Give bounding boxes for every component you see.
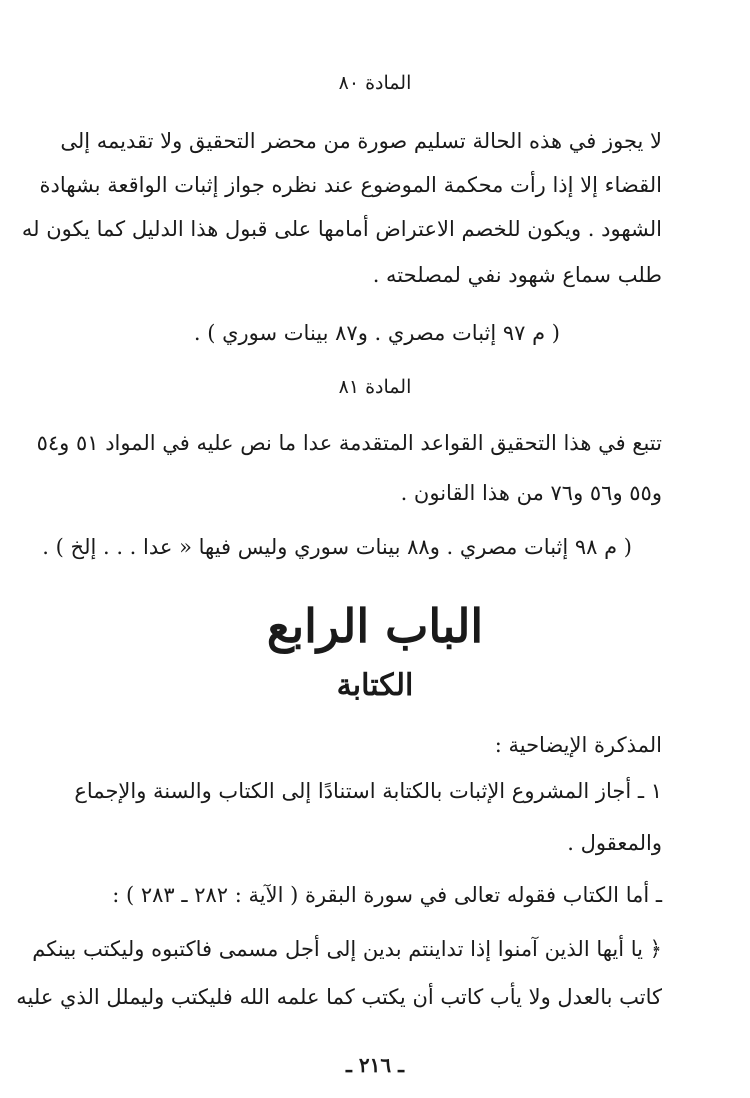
memo-point-1-line-2: والمعقول .: [567, 831, 662, 855]
memo-point-1-line-1: ١ ـ أجاز المشروع الإثبات بالكتابة استنادًا إلى الكتاب والسنة والإجماع: [74, 779, 662, 803]
verse-line-2: كاتب بالعدل ولا يأب كاتب أن يكتب كما علمه الله فليكتب وليملل الذي عليه: [16, 985, 662, 1009]
article-80-line-3: الشهود . ويكون للخصم الاعتراض أمامها على قبول هذا الدليل كما يكون له: [21, 217, 662, 241]
verse-line-1: ﴿ يا أيها الذين آمنوا إذا تداينتم بدين إلى أجل مسمى فاكتبوه وليكتب بينكم: [32, 937, 662, 961]
article-80-reference: ( م ٩٧ إثبات مصري . و٨٧ بينات سوري ) .: [193, 321, 560, 345]
article-80-line-4: طلب سماع شهود نفي لمصلحته .: [372, 263, 662, 287]
article-80-heading: المادة ٨٠: [338, 72, 412, 94]
quran-intro: ـ أما الكتاب فقوله تعالى في سورة البقرة ( الآية : ٢٨٢ ـ ٢٨٣ ) :: [112, 883, 662, 907]
article-81-heading: المادة ٨١: [338, 376, 412, 398]
article-81-reference: ( م ٩٨ إثبات مصري . و٨٨ بينات سوري وليس فيها « عدا . . . إلخ ) .: [42, 535, 632, 559]
memo-heading: المذكرة الإيضاحية :: [494, 733, 662, 757]
article-80-line-1: لا يجوز في هذه الحالة تسليم صورة من محضر التحقيق ولا تقديمه إلى: [60, 129, 662, 153]
page-number: ـ ٢١٦ ـ: [346, 1053, 404, 1077]
article-80-line-2: القضاء إلا إذا رأت محكمة الموضوع عند نظره جواز إثبات الواقعة بشهادة: [39, 173, 662, 197]
article-81-line-1: تتبع في هذا التحقيق القواعد المتقدمة عدا ما نص عليه في المواد ٥١ و٥٤: [36, 431, 662, 455]
article-81-line-2: و٥٥ و٥٦ و٧٦ من هذا القانون .: [400, 481, 662, 505]
section-title: الكتابة: [336, 668, 414, 703]
chapter-title: الباب الرابع: [266, 599, 484, 653]
